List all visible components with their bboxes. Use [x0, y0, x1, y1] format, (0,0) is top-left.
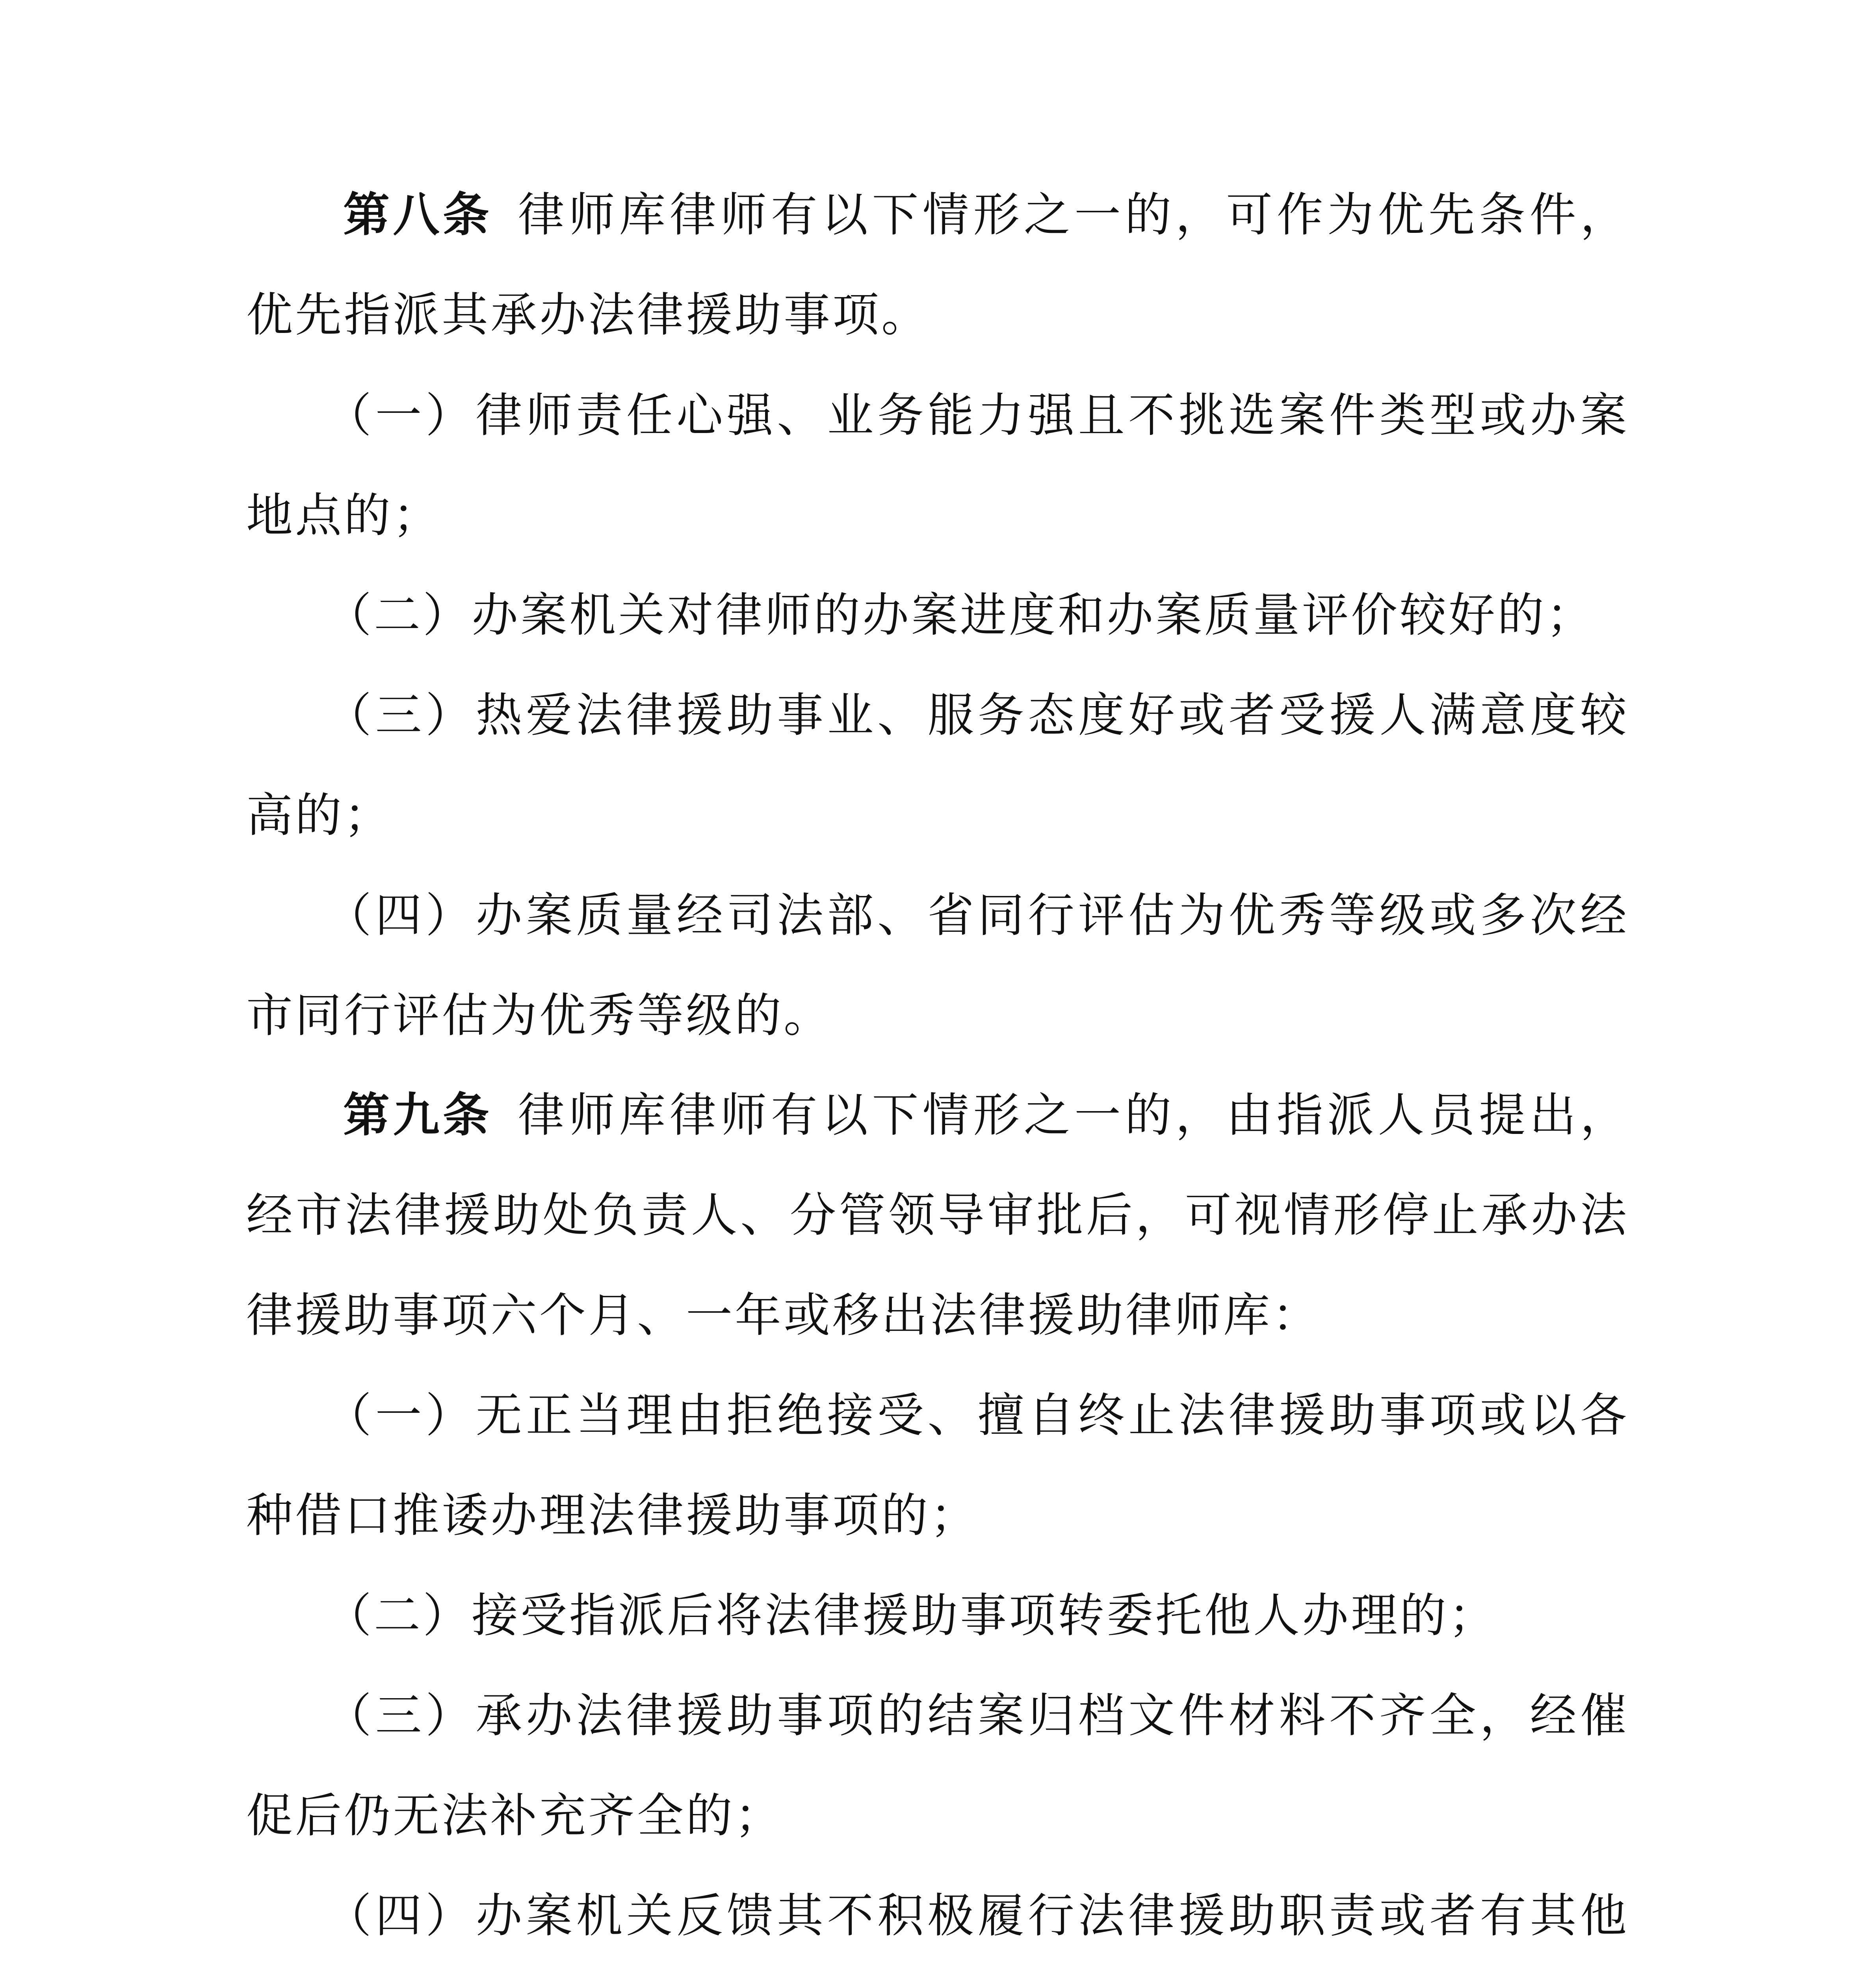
article-9-item-2: （二）接受指派后将法律援助事项转委托他人办理的；	[325, 1588, 1498, 1643]
article-8-heading: 第八条	[343, 188, 493, 242]
article-9-heading: 第九条	[343, 1088, 493, 1142]
article-8-item-3: （三）热爱法律援助事业、服务态度好或者受援人满意度较高的；	[246, 688, 1629, 842]
article-8-item-1: （一）律师责任心强、业务能力强且不挑选案件类型或办案地点的；	[246, 388, 1629, 543]
article-9-item-1: （一）无正当理由拒绝接受、擅自终止法律援助事项或以各种借口推诿办理法律援助事项的；	[246, 1388, 1629, 1543]
article-8	[246, 165, 1629, 365]
article-8-body: 律师库律师有以下情形之一的，可作为优先条件，优先指派其承办法律援助事项。	[246, 188, 1629, 342]
article-9-item-4: （四）办案机关反馈其不积极履行法律援助职责或者有其他	[325, 1888, 1629, 1943]
article-8-item-4: （四）办案质量经司法部、省同行评估为优秀等级或多次经市同行评估为优秀等级的。	[246, 888, 1629, 1043]
article-9	[246, 1065, 1629, 1365]
article-9-body: 律师库律师有以下情形之一的，由指派人员提出，经市法律援助处负责人、分管领导审批后，可视情形停止承办法律援助事项六个月、一年或移出法律援助律师库：	[246, 1088, 1629, 1342]
article-9-item-3: （三）承办法律援助事项的结案归档文件材料不齐全，经催促后仍无法补充齐全的；	[246, 1688, 1629, 1843]
article-8-item-2: （二）办案机关对律师的办案进度和办案质量评价较好的；	[325, 588, 1596, 642]
